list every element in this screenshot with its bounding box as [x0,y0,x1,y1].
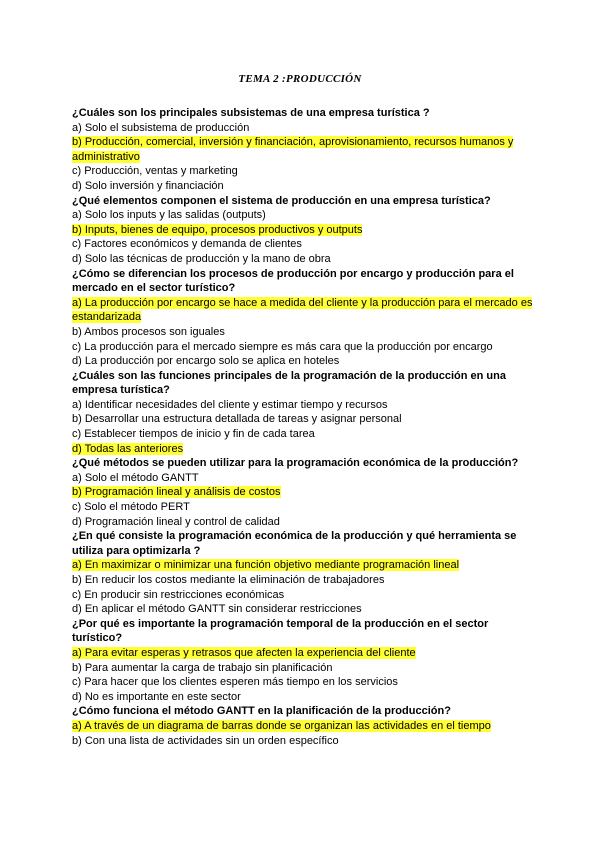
answer-text: d) No es importante en este sector [72,690,241,703]
question-text: ¿Cuáles son las funciones principales de la programación de la producción en una empresa turística? [72,369,506,397]
question-block [72,704,534,748]
answer-option [72,340,534,355]
highlighted-answer: a) A través de un diagrama de barras donde se organizan las actividades en el tiempo [72,719,491,732]
answer-text: b) Con una lista de actividades sin un orden específico [72,734,339,747]
question-text: ¿En qué consiste la programación económica de la producción y qué herramienta se utiliza para optimizarla ? [72,530,517,557]
answer-text: c) Factores económicos y demanda de clientes [72,238,302,251]
answer-text: c) Solo el método PERT [72,501,190,514]
answer-text: d) En aplicar el método GANTT sin considerar restricciones [72,603,362,616]
answer-option [72,646,534,661]
answer-text: d) Solo inversión y financiación [72,179,224,192]
answer-text: b) Para aumentar la carga de trabajo sin planificación [72,661,333,674]
answer-option [72,296,534,325]
question-block [72,267,534,369]
document-title: TEMA 2 :PRODUCCIÓN [238,73,362,85]
answer-option [72,135,534,164]
answer-option [72,500,534,515]
question-block [72,456,534,529]
answer-option [72,471,534,486]
answer-text: d) Solo las técnicas de producción y la mano de obra [72,252,331,265]
answer-option [72,412,534,427]
answer-option [72,719,534,734]
answer-option [72,164,534,179]
answer-option [72,208,534,223]
highlighted-answer: a) La producción por encargo se hace a medida del cliente y la producción para el mercado es estandarizada [72,296,533,324]
highlighted-answer: b) Producción, comercial, inversión y financiación, aprovisionamiento, recursos humanos y administrativo [72,136,514,163]
answer-option [72,602,534,617]
answer-option [72,398,534,413]
answer-option [72,734,534,749]
answer-option [72,179,534,194]
answer-option [72,121,534,136]
answer-text: d) Programación lineal y control de calidad [72,515,280,528]
question-text: ¿Por qué es importante la programación temporal de la producción en el sector turístico? [72,617,489,645]
answer-option [72,325,534,340]
highlighted-answer: b) Programación lineal y análisis de costos [72,486,281,499]
highlighted-answer: d) Todas las anteriores [72,442,184,455]
question-text: ¿Cómo funciona el método GANTT en la planificación de la producción? [72,705,451,718]
answer-option [72,354,534,369]
answer-text: a) Identificar necesidades del cliente y estimar tiempo y recursos [72,398,388,411]
question-text: ¿Cuáles son los principales subsistemas de una empresa turística ? [72,107,430,119]
answer-text: a) Solo el método GANTT [72,471,199,484]
answer-option [72,690,534,705]
answer-text: c) Producción, ventas y marketing [72,165,238,178]
answer-option [72,588,534,603]
answer-option [72,427,534,442]
answer-text: b) Ambos procesos son iguales [72,325,225,338]
question-text: ¿Cómo se diferencian los procesos de producción por encargo y producción para el mercado en el sector turístico? [72,267,514,295]
answer-option [72,661,534,676]
answer-text: c) Para hacer que los clientes esperen más tiempo en los servicios [72,676,398,689]
answer-option [72,675,534,690]
answer-text: c) En producir sin restricciones económicas [72,588,285,601]
answer-option [72,223,534,238]
answer-text: d) La producción por encargo solo se aplica en hoteles [72,355,340,368]
highlighted-answer: a) En maximizar o minimizar una función objetivo mediante programación lineal [72,559,460,572]
question-block [72,617,534,705]
question-text: ¿Qué métodos se pueden utilizar para la programación económica de la producción? [72,457,519,470]
answer-option [72,558,534,573]
question-block [72,106,534,194]
answer-text: c) Establecer tiempos de inicio y fin de cada tarea [72,428,315,441]
answer-option [72,573,534,588]
question-block [72,369,534,457]
highlighted-answer: b) Inputs, bienes de equipo, procesos productivos y outputs [72,223,363,236]
answer-text: b) Desarrollar una estructura detallada de tareas y asignar personal [72,413,402,426]
highlighted-answer: a) Para evitar esperas y retrasos que afecten la experiencia del cliente [72,646,416,659]
answer-option [72,237,534,252]
answer-option [72,485,534,500]
answer-text: b) En reducir los costos mediante la eliminación de trabajadores [72,574,385,586]
answer-option [72,442,534,457]
answer-option [72,252,534,267]
answer-option [72,515,534,530]
question-list [72,106,534,748]
answer-text: c) La producción para el mercado siempre es más cara que la producción por encargo [72,340,493,353]
question-text: ¿Qué elementos componen el sistema de producción en una empresa turística? [72,194,491,207]
question-block [72,194,534,267]
answer-text: a) Solo el subsistema de producción [72,121,250,134]
question-block [72,529,534,617]
answer-text: a) Solo los inputs y las salidas (outputs) [72,209,266,222]
